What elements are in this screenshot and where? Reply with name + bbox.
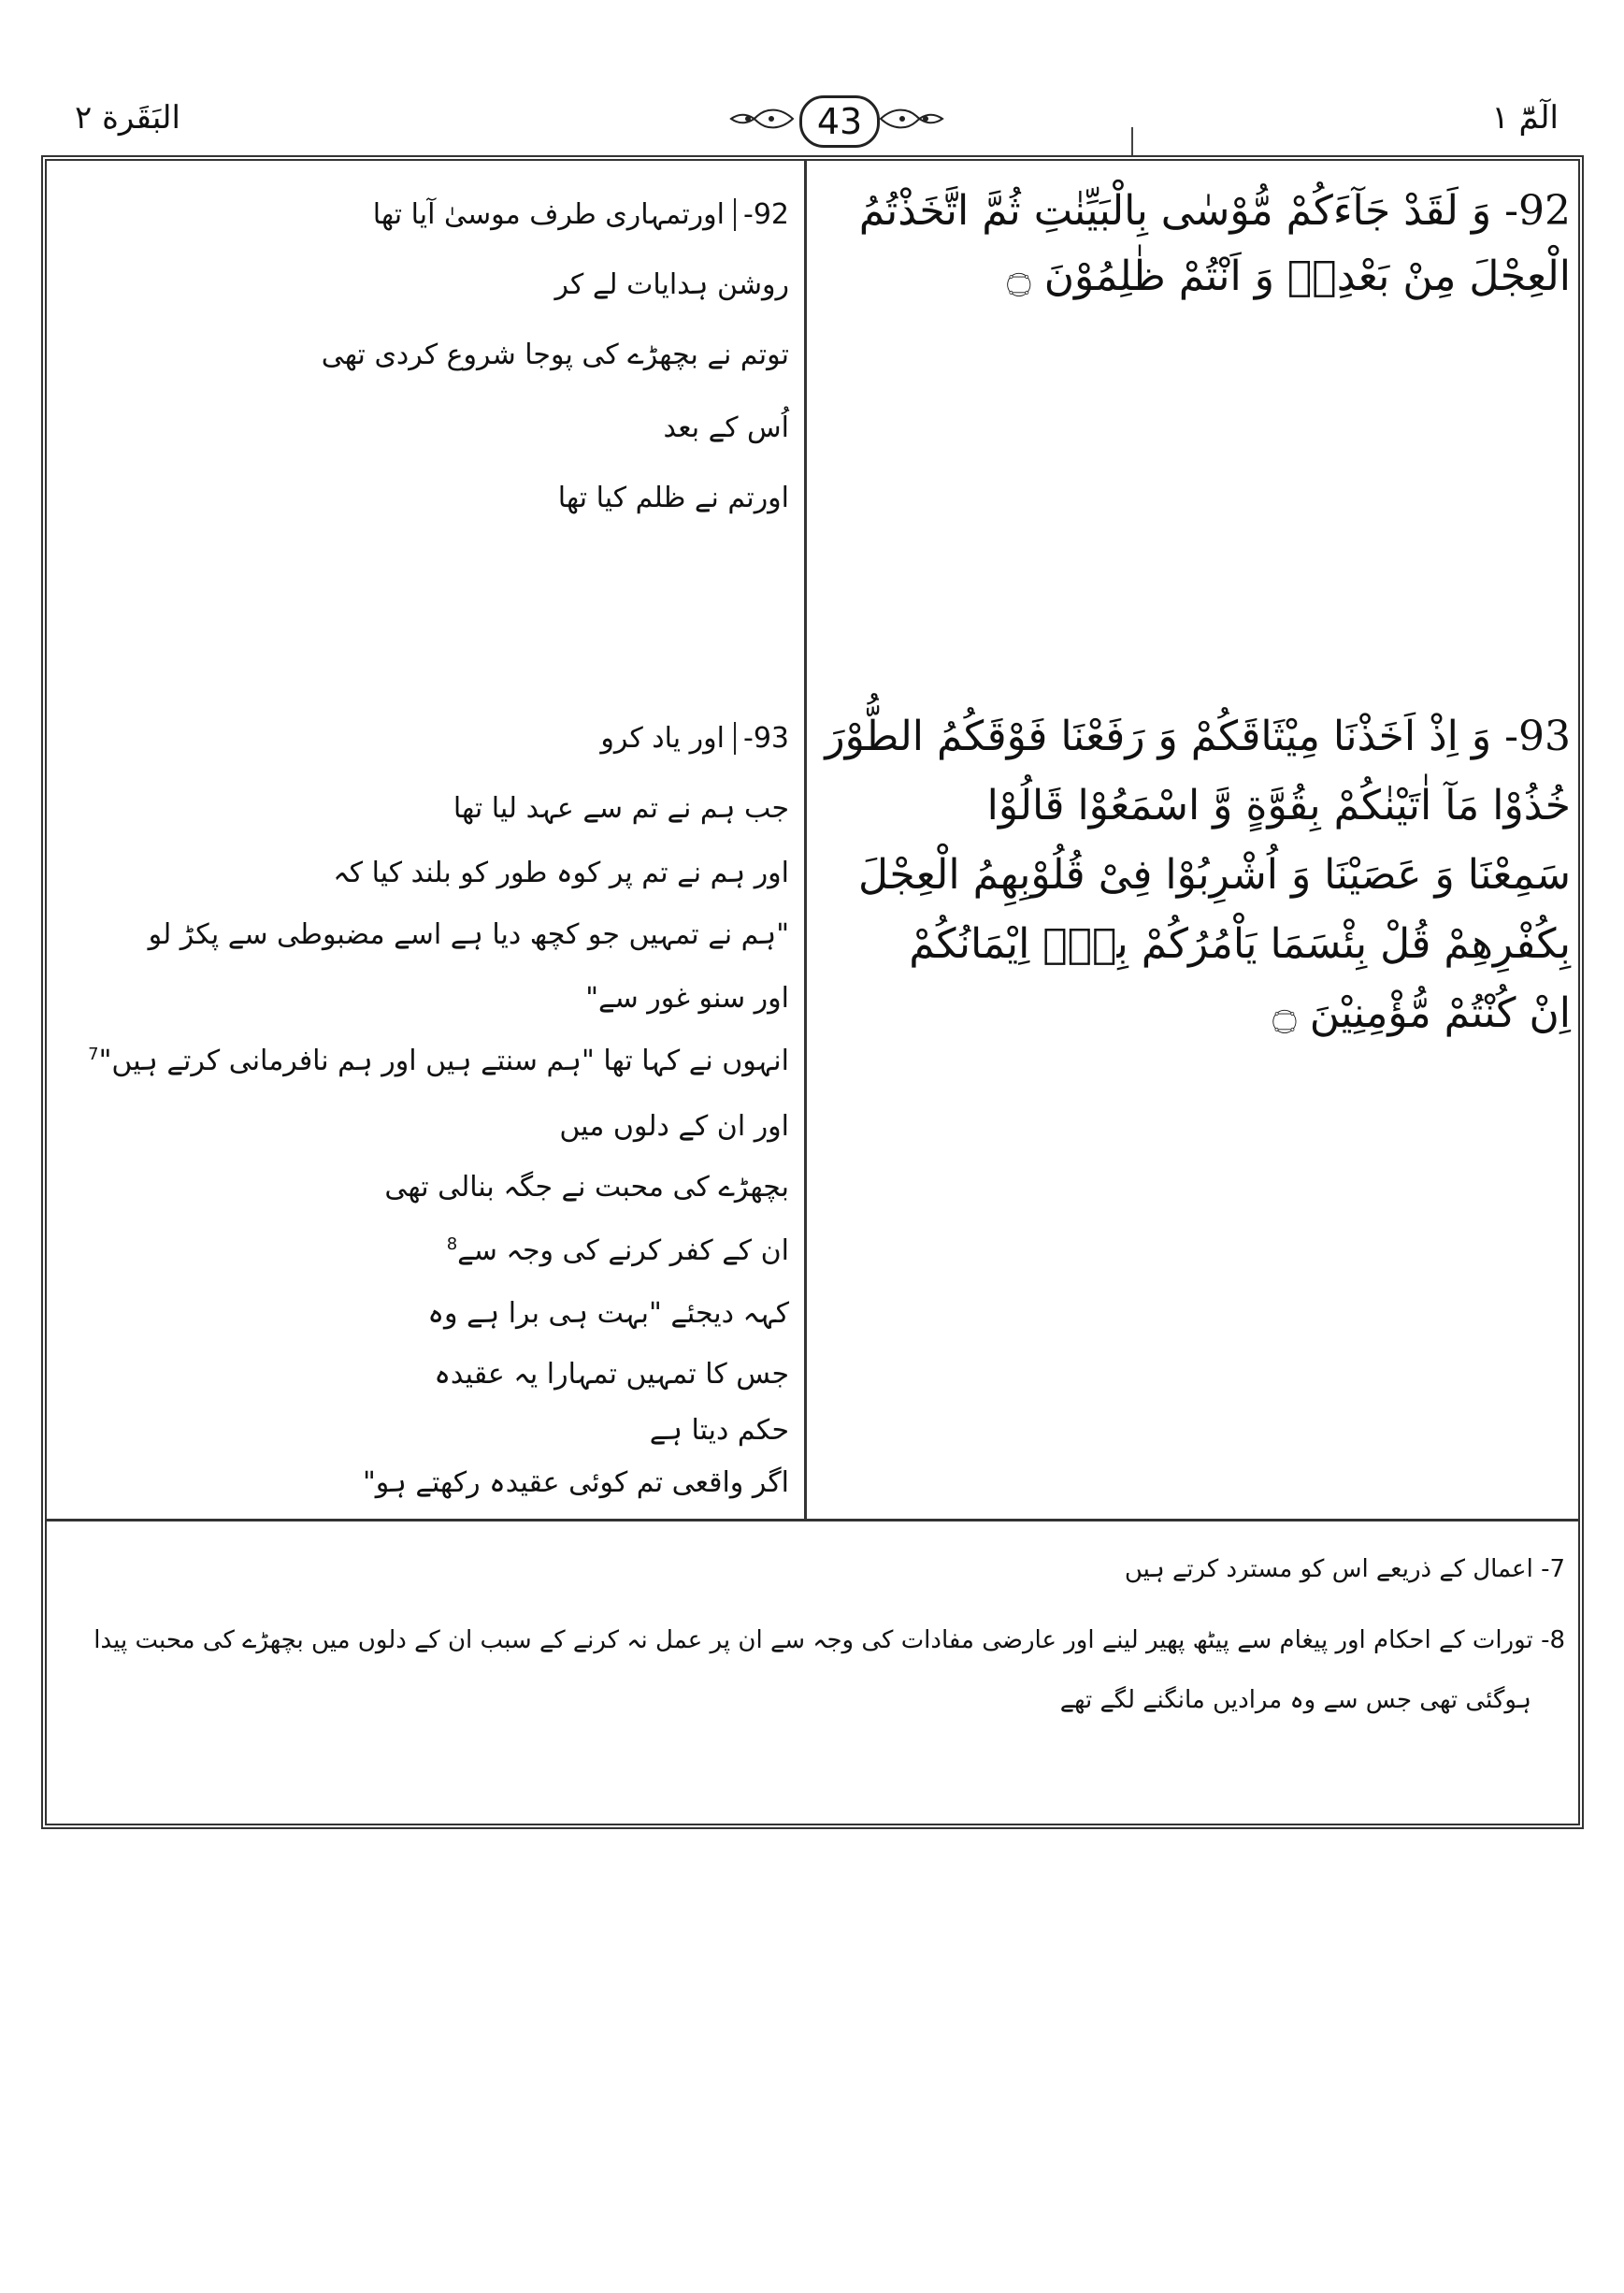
footnote-8-line-2: ہوگئی تھی جس سے وہ مرادیں مانگنے لگے تھے — [1059, 1686, 1531, 1714]
verse-93-translation-line-1: 93-اور یاد کرو — [600, 722, 789, 755]
verse-93-arabic-line-1: 93- وَ اِذْ اَخَذْنَا مِيْثَاقَكُمْ وَ رَفَعْنَا فَوْقَكُمُ الطُّوْرَ — [825, 713, 1571, 760]
footnote-7: 7- اعمال کے ذریعے اس کو مسترد کرتے ہیں — [1124, 1555, 1565, 1583]
verse-92-arabic-line-2: الْعِجْلَ مِنْ بَعْدِهٖ وَ اَنْتُمْ ظٰلِمُوْنَ ۝ — [1006, 252, 1571, 300]
verse-93-translation-line-5: اور سنو غور سے" — [585, 982, 789, 1015]
verse-93-translation-line-3: اور ہم نے تم پر کوہ طور کو بلند کیا کہ — [333, 857, 789, 889]
floral-ornament-left-icon — [729, 103, 795, 135]
verse-92-arabic-line-1: 92- وَ لَقَدْ جَآءَكُمْ مُّوْسٰى بِالْبَيِّنٰتِ ثُمَّ اتَّخَذْتُمُ — [858, 187, 1571, 235]
verse-93-translation-line-8: بچھڑے کی محبت نے جگہ بنالی تھی — [384, 1171, 789, 1204]
footnote-ref-7[interactable]: 7 — [88, 1045, 99, 1064]
footnote-ref-8[interactable]: 8 — [446, 1234, 458, 1254]
page-number-ornament — [729, 90, 944, 155]
verse-93-translation-line-12: حکم دیتا ہے — [649, 1414, 789, 1447]
surah-name: البَقَرة ٢ — [75, 99, 180, 137]
page-header — [37, 90, 1587, 155]
floral-ornament-right-icon — [879, 103, 944, 135]
verse-92-translation-line-5: اورتم نے ظلم کیا تھا — [557, 482, 789, 514]
verse-93-translation-line-7: اور ان کے دلوں میں — [559, 1110, 789, 1143]
verse-93-arabic-line-4: بِكُفْرِهِمْ قُلْ بِئْسَمَا يَاْمُرُكُمْ بِهٖۤ اِيْمَانُكُمْ — [909, 920, 1571, 968]
verse-92-translation-line-4: اُس کے بعد — [663, 411, 789, 444]
verse-92-number: 92- — [734, 198, 789, 231]
footnote-7-number: 7- — [1541, 1555, 1565, 1583]
verse-93-number: 93- — [734, 722, 789, 755]
verse-93-translation-line-4: "ہم نے تمہیں جو کچھ دیا ہے اسے مضبوطی سے پکڑ لو — [148, 918, 789, 951]
verse-92-translation-line-1: 92-اورتمہاری طرف موسیٰ آیا تھا — [372, 198, 789, 231]
verse-92-translation-line-2: روشن ہدایات لے کر — [554, 268, 789, 301]
verse-93-translation-line-2: جب ہم نے تم سے عہد لیا تھا — [453, 792, 789, 825]
juz-name: الٓمّٓ ١ — [1491, 99, 1559, 137]
verse-93-translation-line-13: اگر واقعی تم کوئی عقیدہ رکھتے ہو" — [362, 1466, 789, 1499]
arabic-column — [807, 161, 1584, 1519]
footnotes — [47, 1521, 1578, 1830]
verse-93-translation-line-9: ان کے کفر کرنے کی وجہ سے$^8$ — [446, 1234, 789, 1267]
verse-93-arabic-line-2: خُذُوْا مَآ اٰتَيْنٰكُمْ بِقُوَّةٍ وَّ اسْمَعُوْا قَالُوْا — [986, 782, 1571, 829]
header-tick — [1131, 127, 1133, 155]
verse-93-translation-line-6: انہوں نے کہا تھا "ہم سنتے ہیں اور ہم نافرمانی کرتے ہیں"$^7$ — [88, 1045, 789, 1077]
verse-93-translation-line-11: جس کا تمہیں تمہارا یہ عقیدہ — [434, 1358, 789, 1391]
footnote-8-number: 8- — [1541, 1626, 1565, 1654]
verse-93-arabic-line-3: سَمِعْنَا وَ عَصَيْنَا وَ اُشْرِبُوْا فِىْ قُلُوْبِهِمُ الْعِجْلَ — [858, 851, 1571, 899]
footnote-8: 8- تورات کے احکام اور پیغام سے پیٹھ پھیر لینے اور عارضی مفادات کی وجہ سے ان پر عمل نہ کرنے کے سبب ان کے دلوں میں بچھڑے کی محبت پیدا — [93, 1626, 1565, 1654]
verse-92-translation-line-3: توتم نے بچھڑے کی پوجا شروع کردی تھی — [321, 339, 789, 371]
verse-93-translation-line-10: کہہ دیجئے "بہت ہی برا ہے وہ — [427, 1297, 789, 1330]
verse-93-arabic-line-5: اِنْ كُنْتُمْ مُّؤْمِنِيْنَ ۝ — [1272, 989, 1571, 1037]
page-frame — [41, 155, 1584, 1829]
page-number: 43 — [799, 95, 880, 148]
translation-column — [47, 161, 804, 1519]
